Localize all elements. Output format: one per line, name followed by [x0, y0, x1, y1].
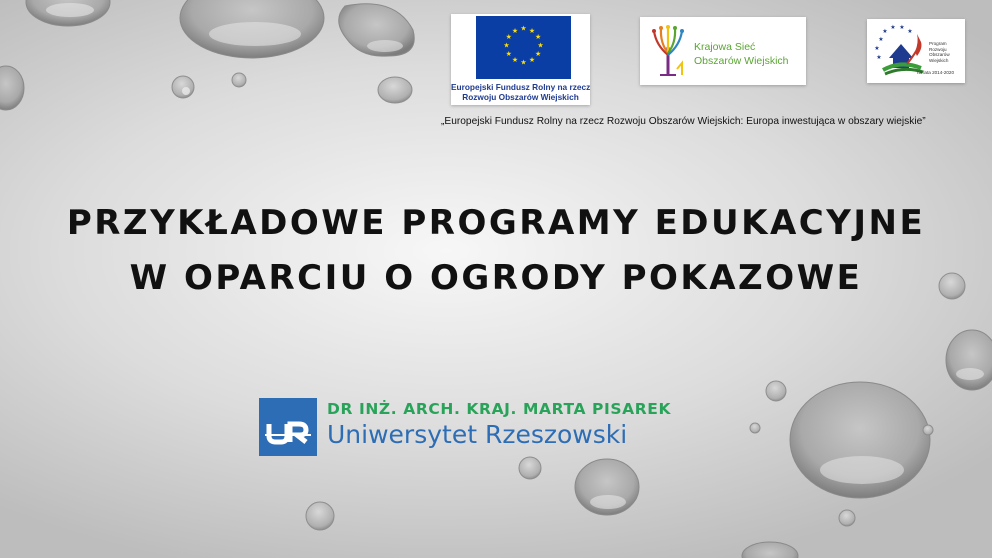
author-name: DR INŻ. ARCH. KRAJ. MARTA PISAREK	[327, 400, 672, 418]
eu-caption-line-1: Europejski Fundusz Rolny na rzecz	[451, 82, 591, 92]
drop-mid-top	[378, 77, 412, 103]
svg-text:★: ★	[528, 26, 536, 35]
svg-text:★: ★	[876, 54, 882, 61]
svg-text:★: ★	[511, 56, 519, 65]
svg-text:★: ★	[907, 28, 913, 35]
drop-left-edge	[0, 66, 24, 110]
drop-far-right	[923, 425, 933, 435]
svg-text:★: ★	[528, 56, 536, 65]
svg-text:★: ★	[874, 45, 880, 52]
prow-line-1: Program	[929, 41, 947, 46]
drop-bottom-right	[742, 542, 798, 558]
drop-small-d	[750, 423, 760, 433]
drop-top-right	[339, 4, 415, 56]
svg-text:★: ★	[505, 50, 512, 58]
svg-text:★: ★	[520, 24, 527, 33]
drop-small-b	[232, 73, 246, 87]
eu-flag-icon	[476, 16, 571, 79]
svg-text:★: ★	[878, 36, 884, 43]
drop-medium-bottom	[575, 459, 639, 515]
svg-text:★: ★	[520, 58, 527, 67]
svg-text:★: ★	[882, 28, 888, 35]
ur-logo-icon	[259, 398, 317, 456]
svg-text:★: ★	[505, 33, 512, 41]
prow-line-5: na lata 2014-2020	[917, 70, 955, 75]
drop-right-edge	[946, 330, 992, 390]
prow-logo	[867, 19, 965, 83]
svg-text:★: ★	[511, 26, 519, 35]
drop-large-right	[790, 382, 930, 498]
ksow-line-2: Obszarów Wiejskich	[694, 55, 789, 67]
ksow-tree-icon	[646, 25, 690, 77]
ksow-line-1: Krajowa Sieć	[694, 41, 756, 53]
slide-title-line-2: W OPARCIU O OGRODY POKAZOWE	[129, 258, 863, 298]
eu-tagline: „Europejski Fundusz Rolny na rzecz Rozwoju Obszarów Wiejskich: Europa inwestująca w obszary wiejskie”	[441, 116, 926, 127]
svg-text:★: ★	[899, 24, 905, 31]
svg-text:★: ★	[890, 24, 896, 31]
drop-top-left	[26, 0, 110, 26]
drop-top-center	[180, 0, 324, 58]
eu-fund-logo	[451, 14, 590, 105]
drop-small-c	[766, 381, 786, 401]
drop-small-g	[839, 510, 855, 526]
svg-text:★: ★	[537, 41, 544, 50]
prow-line-3: Obszarów	[929, 52, 950, 58]
drop-small-f	[306, 502, 334, 530]
ksow-logo	[640, 17, 806, 85]
svg-text:★: ★	[503, 41, 510, 50]
drop-small-a	[172, 76, 194, 98]
svg-text:★: ★	[535, 50, 542, 58]
drop-small-e	[519, 457, 541, 479]
prow-line-2: Rozwoju	[929, 46, 947, 52]
eu-caption-line-2: Rozwoju Obszarów Wiejskich	[462, 92, 579, 102]
prow-line-4: Wiejskich	[929, 57, 949, 63]
svg-text:★: ★	[535, 33, 542, 41]
university-name: Uniwersytet Rzeszowski	[327, 420, 628, 449]
slide-title-line-1: PRZYKŁADOWE PROGRAMY EDUKACYJNE	[66, 203, 926, 243]
